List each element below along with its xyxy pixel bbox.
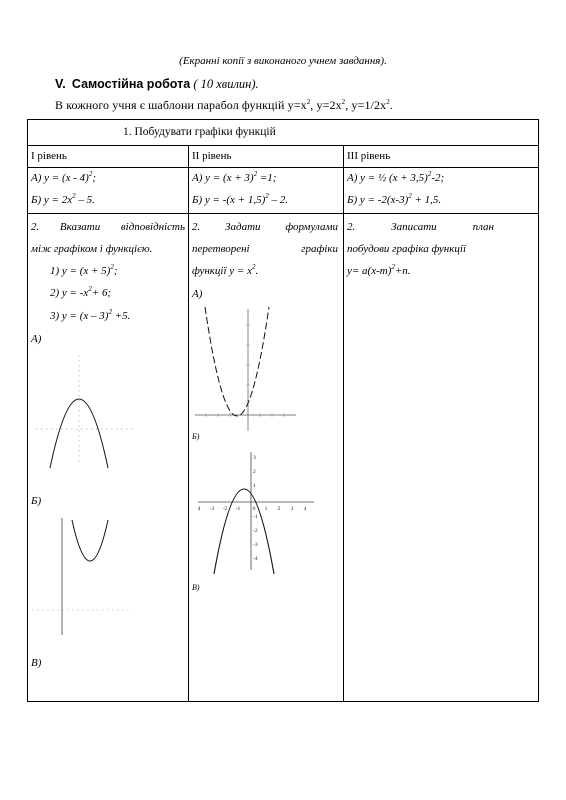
sup: 2 — [110, 263, 114, 271]
intro-text — [55, 98, 393, 113]
graph-label-c: В) — [192, 583, 200, 592]
graph-label-a: А) — [192, 288, 203, 300]
level-1-task-b — [31, 191, 95, 209]
formula: +n. — [394, 265, 411, 277]
col3-task-line-3 — [347, 260, 411, 282]
formula: ; — [113, 265, 118, 277]
table-title: 1. Побудувати графіки функцій — [123, 126, 276, 138]
formula: А) y = (x - 4) — [31, 172, 89, 184]
formula: + 6; — [91, 287, 112, 299]
sup: 2 — [427, 170, 432, 178]
formula: =1; — [257, 172, 277, 184]
formula: Б) y = -(x + 1,5) — [192, 194, 266, 206]
formula: А) y = ½ (x + 3,5) — [347, 172, 428, 184]
formula: . — [255, 265, 259, 277]
row-divider — [28, 145, 538, 146]
svg-text:1: 1 — [264, 506, 268, 512]
sup: 2 — [108, 308, 112, 316]
sup: 2 — [88, 285, 92, 293]
parabola-curve — [205, 307, 269, 416]
formula: функції y = x — [192, 265, 252, 277]
formula: 1) y = (x + 5) — [50, 265, 111, 277]
x-tick-labels — [198, 506, 307, 512]
sup: 2 — [265, 192, 269, 200]
intro-part: , y=2x — [310, 98, 342, 112]
sup: 2 — [408, 192, 412, 200]
level-2-task-b — [192, 191, 288, 209]
formula: 3) y = (x – 3) — [50, 310, 109, 322]
formula: Б) y = -2(x-3) — [347, 194, 409, 206]
col1-function-2 — [50, 282, 111, 304]
screenshot-note: (Екранні копії з виконаного учнем завдання). — [179, 55, 387, 67]
row-divider — [28, 213, 538, 214]
sup: 2 — [253, 170, 258, 178]
tasks-table — [27, 119, 539, 702]
parabola-curve — [72, 520, 108, 561]
intro-part: В кожного учня є шаблони парабол функцій y=x — [55, 98, 307, 112]
formula: -2; — [431, 172, 445, 184]
level-3-task-a — [347, 169, 444, 187]
svg-text:0: 0 — [252, 506, 256, 512]
section-time: ( 10 хвилин). — [193, 77, 259, 91]
svg-text:2: 2 — [253, 469, 256, 475]
col3-task-line: 2. Записати план — [347, 221, 494, 233]
formula: ; — [92, 172, 96, 184]
graph-label-c: В) — [31, 657, 42, 669]
svg-text:4: 4 — [303, 506, 307, 512]
col2-task-line: перетворені графіки — [192, 243, 338, 255]
intro-part: , y=1/2x — [345, 98, 387, 112]
formula: 2) y = -x — [50, 287, 89, 299]
sup: 2 — [386, 98, 390, 106]
graph-1a — [28, 350, 148, 470]
col2-task-line-3 — [192, 260, 258, 282]
graph-label-b: Б) — [192, 432, 200, 441]
graph-label-b: Б) — [31, 495, 42, 507]
col1-function-3 — [50, 305, 130, 327]
sup: 2 — [306, 98, 311, 106]
formula: + 1,5. — [411, 194, 442, 206]
svg-text:2: 2 — [277, 506, 281, 512]
sup: 2 — [391, 263, 395, 271]
column-divider — [343, 145, 344, 702]
svg-text:-3: -3 — [209, 506, 215, 512]
formula: +5. — [111, 310, 131, 322]
column-divider — [188, 145, 189, 702]
axis-ticks — [206, 325, 284, 417]
level-2-task-a — [192, 169, 276, 187]
svg-text:-1: -1 — [253, 514, 258, 520]
level-3-task-b — [347, 191, 441, 209]
svg-text:-3: -3 — [253, 542, 258, 548]
intro-part: . — [389, 98, 393, 112]
level-1-task-a — [31, 169, 96, 187]
section-name: Самостійна робота — [71, 77, 191, 91]
row-divider — [28, 167, 538, 168]
graph-label-a: А) — [31, 333, 42, 345]
sup: 2 — [251, 263, 256, 271]
svg-text:-4: -4 — [253, 556, 258, 562]
graph-1b — [28, 510, 148, 650]
col1-task-line: між графіком і функцією. — [31, 243, 153, 255]
formula: – 5. — [75, 194, 95, 206]
svg-text:4: 4 — [197, 506, 201, 512]
section-title — [55, 77, 259, 92]
col3-task-line: побудови графіка функції — [347, 243, 467, 255]
formula: – 2. — [268, 194, 289, 206]
level-3-header: ІІІ рівень — [347, 150, 391, 162]
col2-task-line: 2. Задати формулами — [192, 221, 338, 233]
formula: А) y = (x + 3) — [192, 172, 254, 184]
col1-task-line: 2. Вказати відповідність — [31, 221, 185, 233]
sup: 2 — [341, 98, 346, 106]
svg-text:-2: -2 — [222, 506, 228, 512]
level-1-header: І рівень — [31, 150, 67, 162]
section-number: V. — [55, 77, 66, 91]
svg-text:3: 3 — [253, 455, 256, 461]
svg-text:-2: -2 — [253, 528, 258, 534]
sup: 2 — [88, 170, 93, 178]
level-2-header: ІІ рівень — [192, 150, 232, 162]
svg-text:1: 1 — [253, 483, 256, 489]
svg-text:-1: -1 — [235, 506, 241, 512]
formula: Б) y = 2x — [31, 194, 73, 206]
sup: 2 — [72, 192, 76, 200]
parabola-curve — [50, 399, 108, 468]
graph-2a — [192, 305, 304, 433]
graph-2b — [194, 446, 319, 574]
svg-text:3: 3 — [290, 506, 294, 512]
col1-function-1 — [50, 260, 118, 282]
formula: y= a(x-m) — [347, 265, 392, 277]
